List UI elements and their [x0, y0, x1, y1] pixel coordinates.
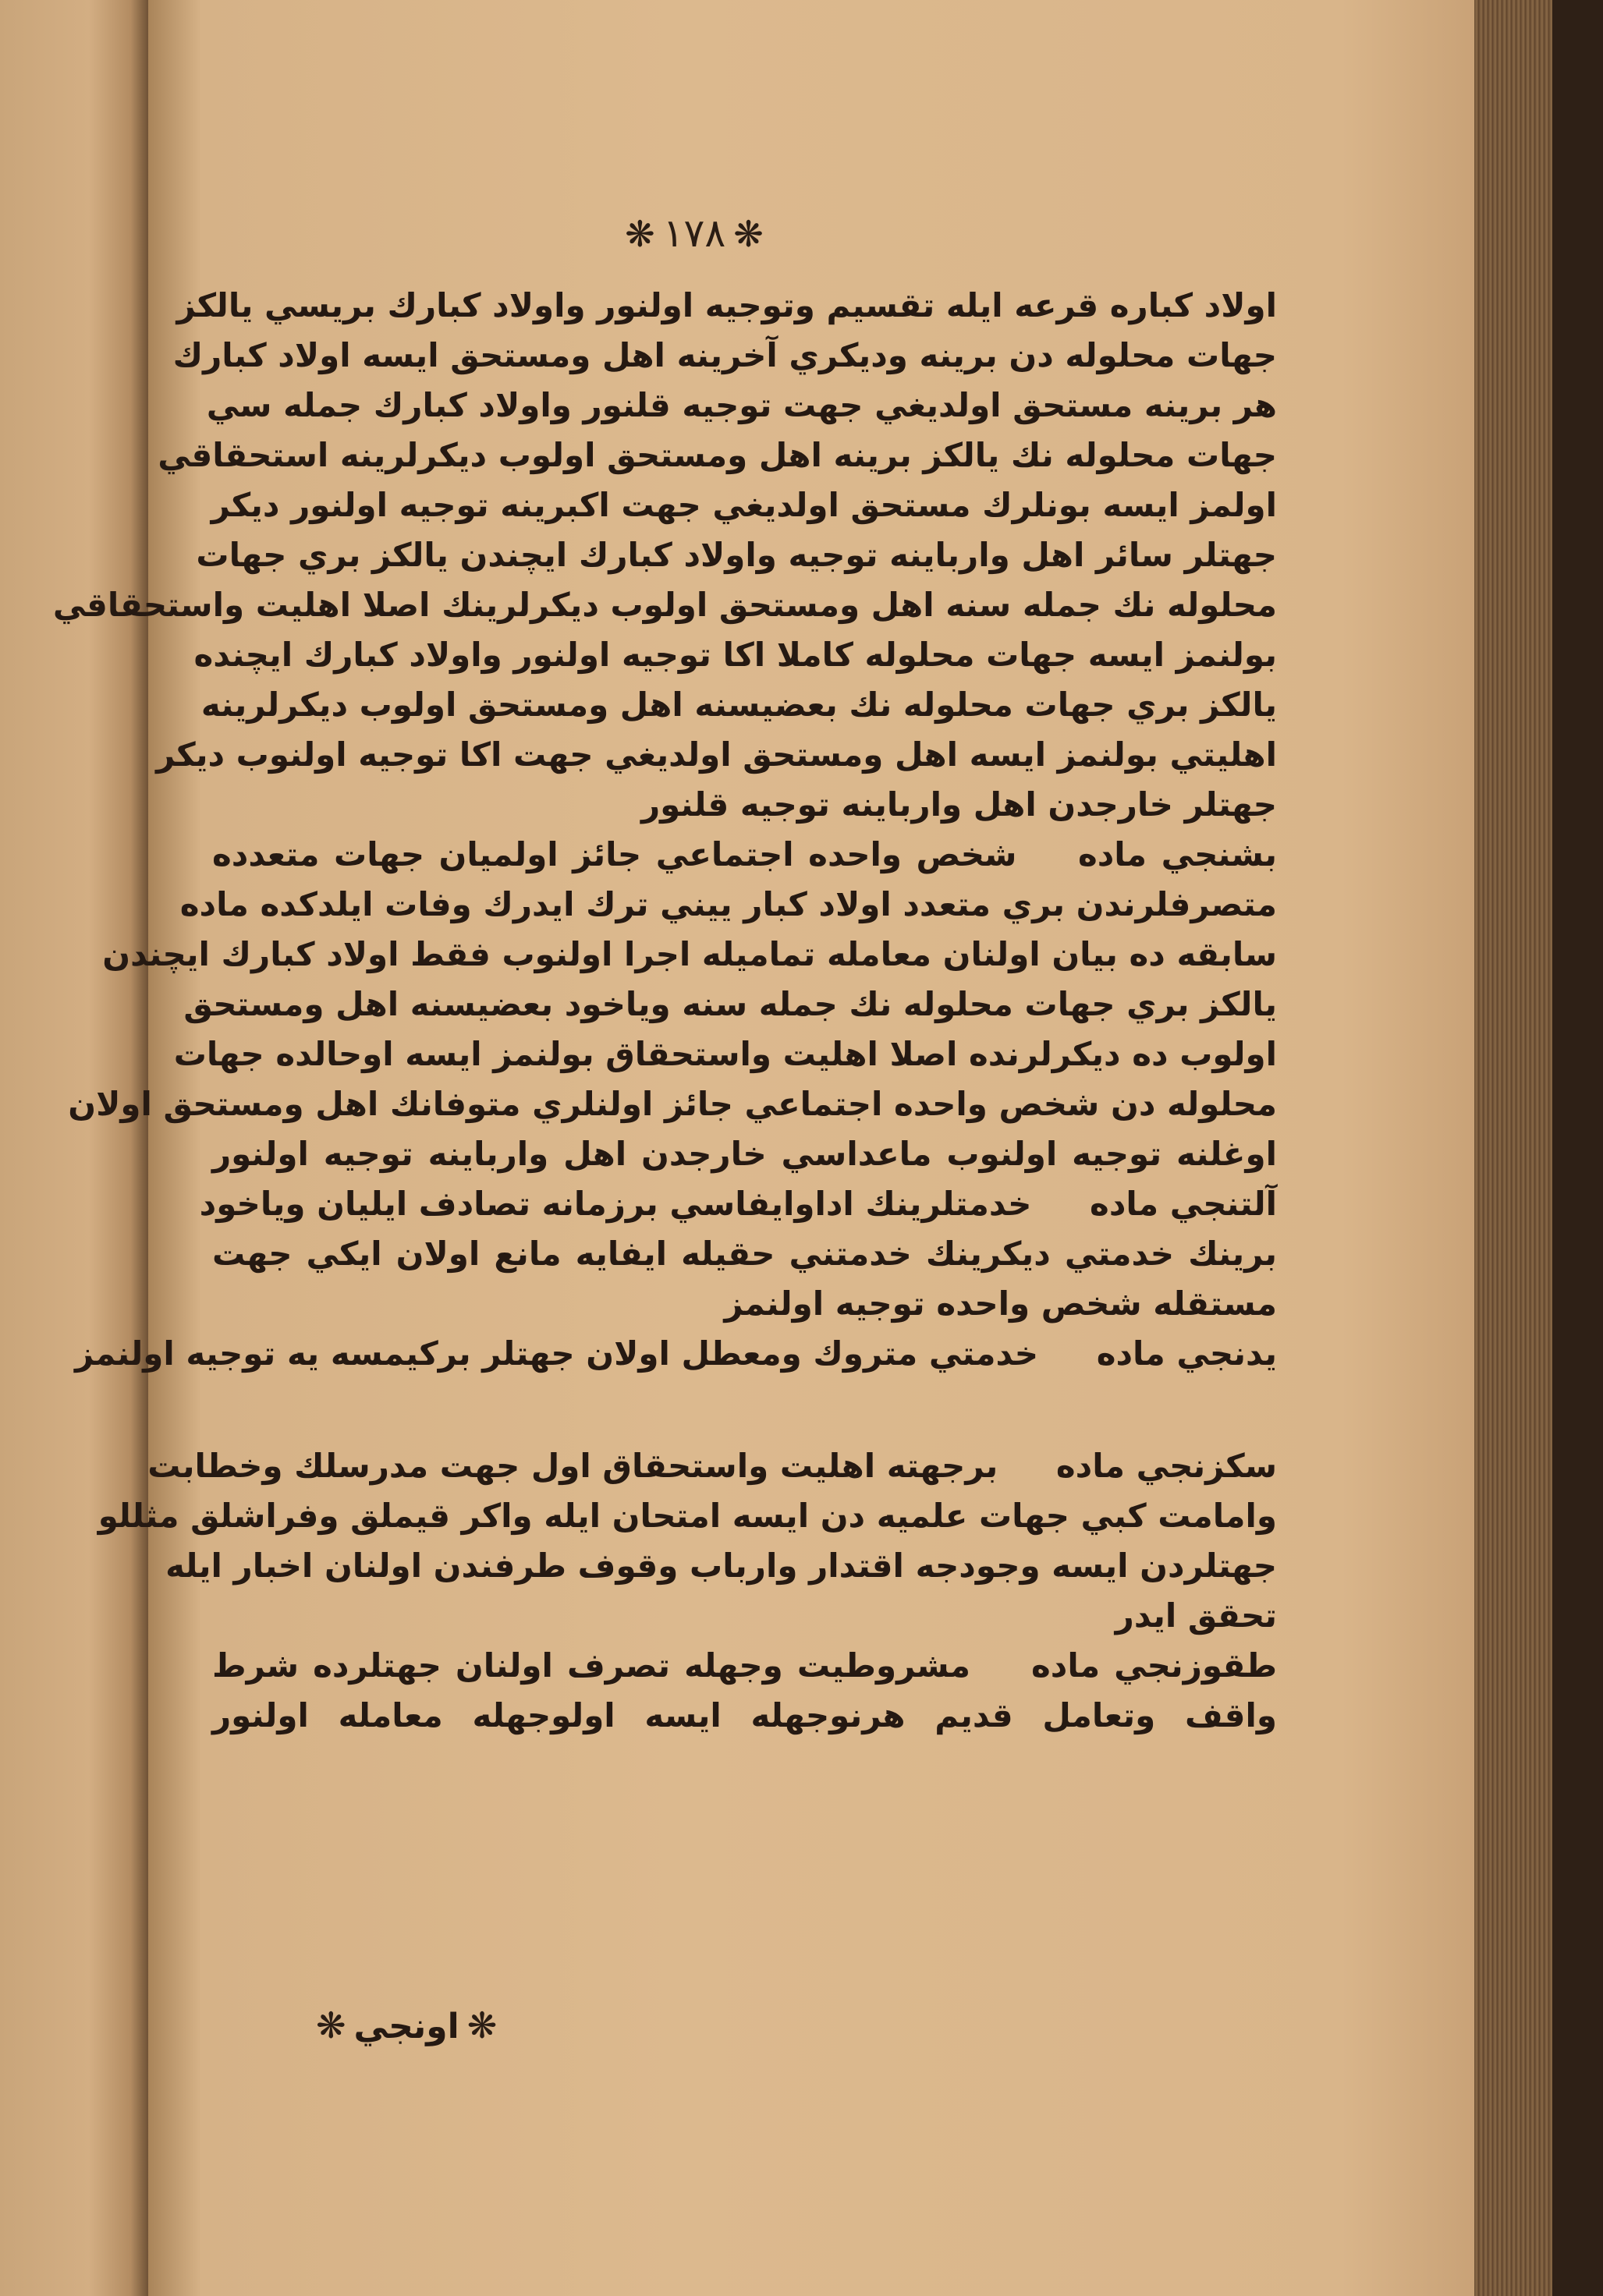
ornament-icon: ❋ — [316, 2004, 346, 2046]
line-text: اهليتي بولنمز ايسه اهل ومستحق اولديغي جهت اكا توجيه اولنوب ديكر — [156, 735, 1277, 774]
article-label: طقوزنجي ماده — [1031, 1646, 1278, 1685]
line-text: جهتلر سائر اهل وارباينه توجيه واولاد كبارك ايچندن يالكز بري جهات — [196, 536, 1277, 574]
text-line — [179, 880, 1277, 930]
line-text: اولوب ده ديكرلرنده اصلا اهليت واستحقاق بولنمز ايسه اوحالده جهات — [173, 1035, 1277, 1073]
ornament-icon: ❋ — [625, 213, 655, 255]
line-text: هر برينه مستحق اولديغي جهت توجيه قلنور واولاد كبارك جمله سي — [206, 386, 1277, 424]
text-line — [212, 1591, 1277, 1641]
line-text: يالكز بري جهات محلوله نك جمله سنه وياخود بعضيسنه اهل ومستحق — [183, 985, 1277, 1023]
line-text: وامامت كبي جهات علميه دن ايسه امتحان ايله واكر قيملق وفراشلق مثللو — [98, 1497, 1277, 1535]
text-line — [173, 1029, 1277, 1079]
line-text: تحقق ايدر — [1115, 1596, 1277, 1635]
text-line — [98, 1491, 1277, 1541]
page-edges-shadow — [1552, 0, 1603, 2296]
text-line — [102, 930, 1277, 980]
ornament-icon: ❋ — [733, 213, 764, 255]
text-line — [183, 980, 1277, 1029]
line-text: يالكز بري جهات محلوله نك بعضيسنه اهل ومستحق اولوب ديكرلرينه — [200, 686, 1277, 724]
line-text: جهتلر خارجدن اهل وارباينه توجيه قلنور — [640, 785, 1277, 824]
line-text: برجهته اهليت واستحقاق اول جهت مدرسلك وخطابت — [147, 1447, 998, 1485]
body-text — [52, 281, 1278, 1741]
text-line — [200, 680, 1277, 730]
text-line — [147, 1441, 1277, 1491]
line-text: محلوله نك جمله سنه اهل ومستحق اولوب ديكرلرينك اصلا اهليت واستحقاقي — [52, 586, 1277, 624]
text-line — [193, 630, 1277, 680]
line-text: مشروطيت وجهله تصرف اولنان جهتلرده شرط — [212, 1646, 970, 1685]
text-line — [212, 830, 1277, 880]
line-text: شخص واحده اجتماعي جائز اولميان جهات متعدده — [212, 835, 1017, 873]
article-label: بشنجي ماده — [1077, 835, 1278, 873]
text-line — [158, 430, 1277, 480]
text-line — [75, 1329, 1277, 1379]
catchword-text: اونجي — [353, 2007, 459, 2046]
line-text: بولنمز ايسه جهات محلوله كاملا اكا توجيه اولنور واولاد كبارك ايچنده — [193, 636, 1277, 674]
line-text: خدمتي متروك ومعطل اولان جهتلر بركيمسه يه توجيه اولنمز — [75, 1334, 1039, 1373]
text-line — [212, 1691, 1277, 1741]
text-line — [212, 1129, 1277, 1179]
page-header — [593, 211, 796, 256]
text-line — [172, 331, 1277, 381]
text-line — [212, 1229, 1277, 1279]
text-line — [52, 580, 1277, 630]
text-line — [206, 381, 1277, 430]
line-text: خدمتلرينك اداوايفاسي برزمانه تصادف ايليان وياخود — [199, 1185, 1032, 1223]
line-text: سابقه ده بيان اولنان معامله تماميله اجرا اولنوب فقط اولاد كبارك ايچندن — [102, 935, 1277, 973]
text-line — [68, 1079, 1277, 1129]
text-line — [212, 480, 1277, 530]
article-label: سكزنجي ماده — [1055, 1447, 1277, 1485]
facing-page-edge — [0, 0, 148, 2296]
article-label: يدنجي ماده — [1096, 1334, 1277, 1373]
line-text: متصرفلرندن بري متعدد اولاد كبار ييني ترك ايدرك وفات ايلدكده ماده — [179, 885, 1277, 923]
line-text: جهتلردن ايسه وجودجه اقتدار وارباب وقوف طرفندن اولنان اخبار ايله — [165, 1547, 1277, 1585]
line-text: واقف وتعامل قديم هرنوجهله ايسه اولوجهله معامله اولنور — [212, 1696, 1277, 1734]
catchword — [308, 2004, 505, 2046]
page-number: ١٧٨ — [662, 211, 726, 256]
text-line — [212, 1279, 1277, 1329]
line-text: اولاد كباره قرعه ايله تقسيم وتوجيه اولنور واولاد كبارك بريسي يالكز — [176, 286, 1277, 324]
line-text: اوغلنه توجيه اولنوب ماعداسي خارجدن اهل وارباينه توجيه اولنور — [212, 1135, 1277, 1173]
line-text: برينك خدمتي ديكرينك خدمتني حقيله ايفايه مانع اولان ايكي جهت — [212, 1235, 1277, 1273]
line-text: جهات محلوله نك يالكز برينه اهل ومستحق اولوب ديكرلرينه استحقاقي — [158, 436, 1277, 474]
text-line — [176, 281, 1277, 331]
text-line — [199, 1179, 1277, 1229]
text-line — [212, 780, 1277, 830]
article-label: آلتنجي ماده — [1090, 1185, 1277, 1223]
line-text: مستقله شخص واحده توجيه اولنمز — [724, 1284, 1277, 1323]
ornament-icon: ❋ — [466, 2004, 498, 2046]
line-text: اولمز ايسه بونلرك مستحق اولديغي جهت اكبرينه توجيه اولنور ديكر — [211, 486, 1277, 524]
text-line — [212, 1641, 1277, 1691]
text-line — [156, 730, 1277, 780]
text-line — [165, 1541, 1277, 1591]
line-text: محلوله دن شخص واحده اجتماعي جائز اولنلري متوفانك اهل ومستحق اولان — [68, 1085, 1277, 1123]
paragraph-gap — [212, 1379, 1277, 1441]
text-line — [196, 530, 1277, 580]
line-text: جهات محلوله دن برينه وديكري آخرينه اهل ومستحق ايسه اولاد كبارك — [172, 336, 1277, 374]
